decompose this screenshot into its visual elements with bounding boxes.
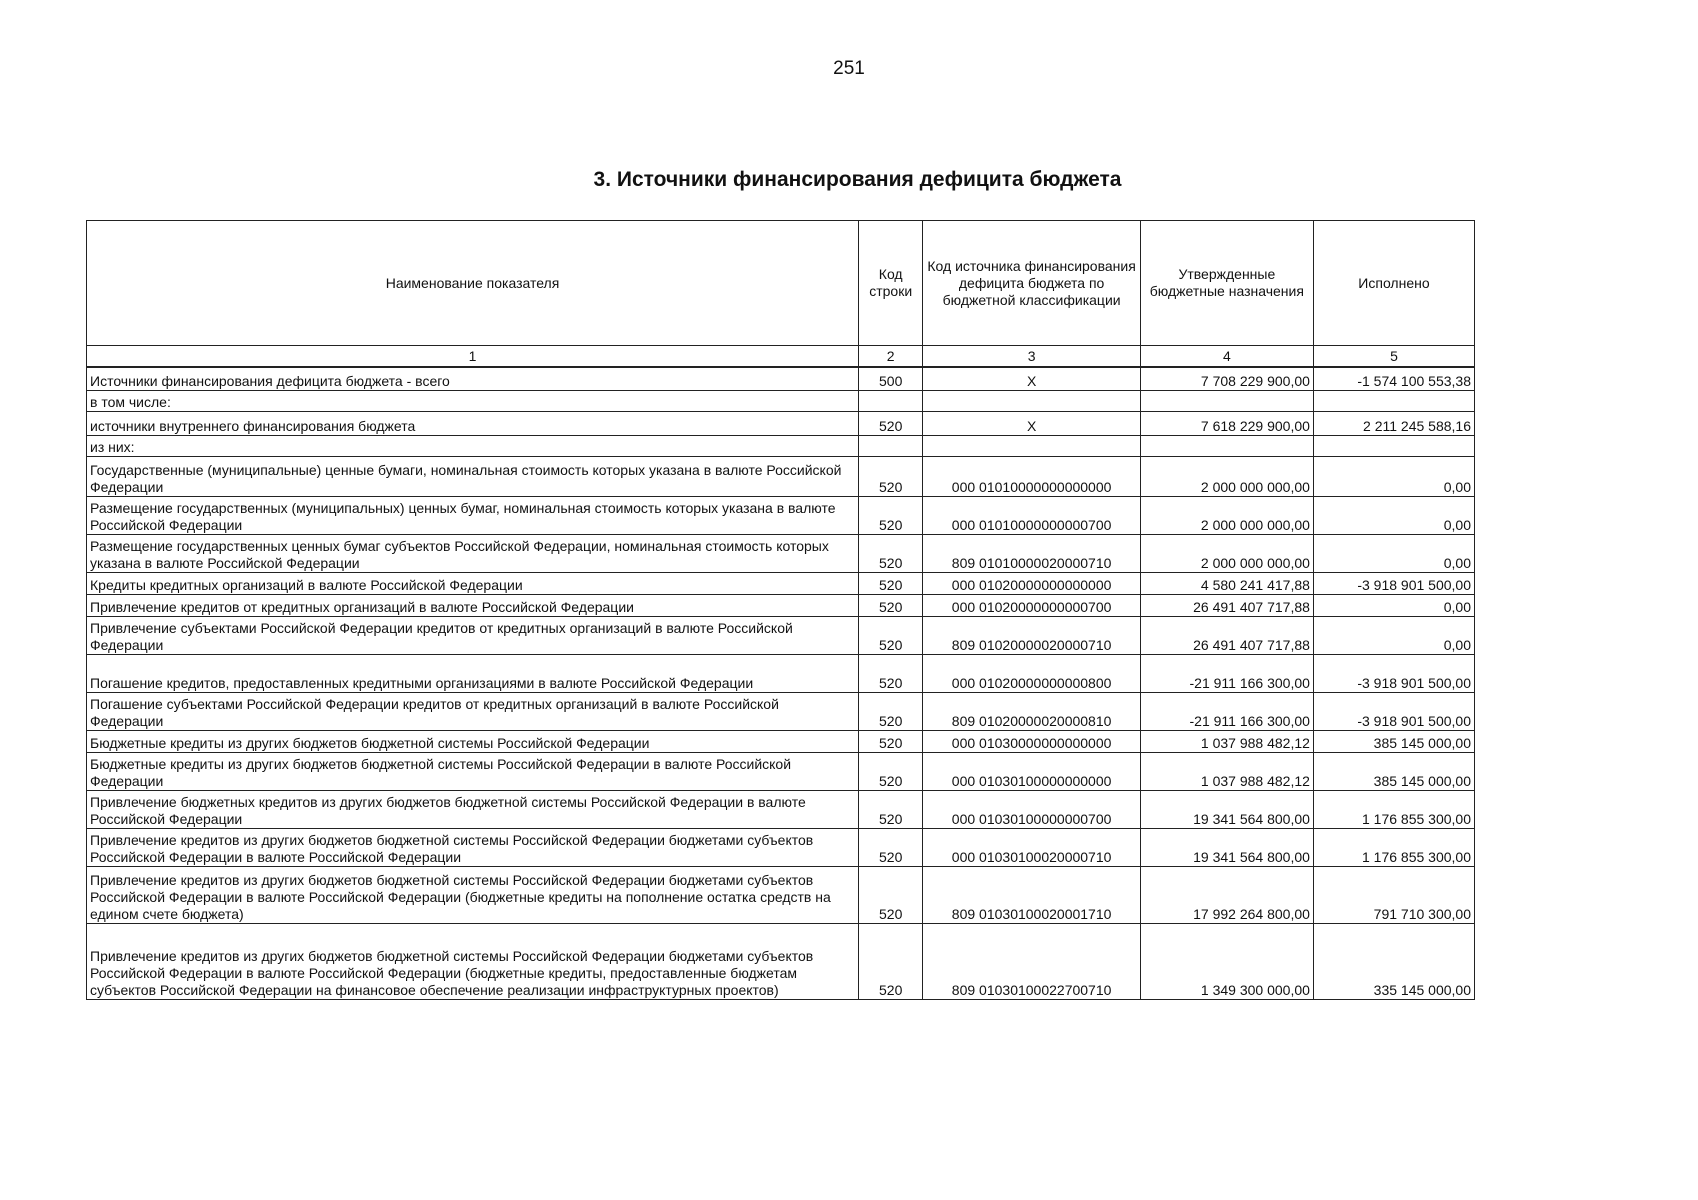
- row-approved: 19 341 564 800,00: [1140, 828, 1313, 866]
- table-row: [87, 654, 1475, 692]
- row-executed: 335 145 000,00: [1313, 923, 1474, 999]
- header-executed: Исполнено: [1313, 221, 1474, 346]
- row-approved: 7 708 229 900,00: [1140, 367, 1313, 390]
- row-line-code: 520: [859, 594, 923, 616]
- row-source-code: 000 01030100000000000: [923, 752, 1140, 790]
- row-source-code: 000 01030100020000710: [923, 828, 1140, 866]
- row-line-code: 520: [859, 572, 923, 594]
- row-source-code: [923, 435, 1140, 456]
- row-executed: -3 918 901 500,00: [1313, 654, 1474, 692]
- row-source-code: 000 01020000000000700: [923, 594, 1140, 616]
- row-line-code: 520: [859, 730, 923, 752]
- row-executed: 2 211 245 588,16: [1313, 411, 1474, 435]
- row-executed: 0,00: [1313, 616, 1474, 654]
- row-source-code: 809 01020000020000710: [923, 616, 1140, 654]
- row-executed: 0,00: [1313, 496, 1474, 534]
- row-executed: 0,00: [1313, 534, 1474, 572]
- row-executed: 1 176 855 300,00: [1313, 790, 1474, 828]
- table-row: [87, 367, 1475, 390]
- row-executed: 1 176 855 300,00: [1313, 828, 1474, 866]
- table-row: [87, 866, 1475, 923]
- row-line-code: 520: [859, 692, 923, 730]
- row-approved: 19 341 564 800,00: [1140, 790, 1313, 828]
- row-approved: 1 037 988 482,12: [1140, 752, 1313, 790]
- row-line-code: 520: [859, 534, 923, 572]
- table-row: [87, 411, 1475, 435]
- row-source-code: 000 01030000000000000: [923, 730, 1140, 752]
- header-source-code: Код источника финансирования дефицита бюджета по бюджетной классификации: [923, 221, 1140, 346]
- table-row: [87, 594, 1475, 616]
- table-row: [87, 692, 1475, 730]
- row-source-code: 809 01030100020001710: [923, 866, 1140, 923]
- row-name: Привлечение кредитов от кредитных организаций в валюте Российской Федерации: [87, 594, 859, 616]
- table-header-row: [87, 221, 1475, 346]
- row-approved: -21 911 166 300,00: [1140, 692, 1313, 730]
- table-row: [87, 435, 1475, 456]
- row-line-code: 520: [859, 496, 923, 534]
- table-row: [87, 456, 1475, 496]
- column-number: 5: [1313, 346, 1474, 368]
- row-source-code: [923, 390, 1140, 411]
- row-line-code: 520: [859, 654, 923, 692]
- table-row: [87, 730, 1475, 752]
- table-row: [87, 828, 1475, 866]
- row-approved: 7 618 229 900,00: [1140, 411, 1313, 435]
- row-approved: -21 911 166 300,00: [1140, 654, 1313, 692]
- row-name: источники внутреннего финансирования бюджета: [87, 411, 859, 435]
- row-source-code: X: [923, 367, 1140, 390]
- row-name: в том числе:: [87, 390, 859, 411]
- row-approved: 2 000 000 000,00: [1140, 456, 1313, 496]
- row-line-code: [859, 390, 923, 411]
- table-row: [87, 534, 1475, 572]
- table-row: [87, 572, 1475, 594]
- page-number: 251: [833, 58, 865, 79]
- row-line-code: 520: [859, 456, 923, 496]
- row-name: Привлечение кредитов из других бюджетов бюджетной системы Российской Федерации бюджетами субъектов Российской Федерации в валюте Российской Федерации (бюджетные кредиты, предоставленные бюджетам субъектов Российской Федерации на финансовое обеспечение реализации инфраструктурных проектов): [87, 923, 859, 999]
- table-row: [87, 752, 1475, 790]
- row-source-code: 000 01030100000000700: [923, 790, 1140, 828]
- row-executed: -1 574 100 553,38: [1313, 367, 1474, 390]
- row-name: Размещение государственных (муниципальных) ценных бумаг, номинальная стоимость которых указана в валюте Российской Федерации: [87, 496, 859, 534]
- row-approved: 26 491 407 717,88: [1140, 594, 1313, 616]
- table-row: [87, 390, 1475, 411]
- row-approved: [1140, 390, 1313, 411]
- row-name: Погашение субъектами Российской Федерации кредитов от кредитных организаций в валюте Российской Федерации: [87, 692, 859, 730]
- row-name: Источники финансирования дефицита бюджета - всего: [87, 367, 859, 390]
- column-number-row: [87, 346, 1475, 368]
- row-name: Бюджетные кредиты из других бюджетов бюджетной системы Российской Федерации в валюте Российской Федерации: [87, 752, 859, 790]
- row-line-code: 520: [859, 616, 923, 654]
- row-approved: 26 491 407 717,88: [1140, 616, 1313, 654]
- row-approved: 2 000 000 000,00: [1140, 534, 1313, 572]
- row-source-code: 000 01020000000000000: [923, 572, 1140, 594]
- row-line-code: 520: [859, 411, 923, 435]
- row-name: Государственные (муниципальные) ценные бумаги, номинальная стоимость которых указана в валюте Российской Федерации: [87, 456, 859, 496]
- row-executed: 385 145 000,00: [1313, 752, 1474, 790]
- row-executed: 0,00: [1313, 456, 1474, 496]
- header-line-code: Код строки: [859, 221, 923, 346]
- row-executed: 0,00: [1313, 594, 1474, 616]
- row-executed: -3 918 901 500,00: [1313, 572, 1474, 594]
- page-title: 3. Источники финансирования дефицита бюджета: [593, 168, 1122, 191]
- row-name: Привлечение субъектами Российской Федерации кредитов от кредитных организаций в валюте Российской Федерации: [87, 616, 859, 654]
- header-approved: Утвержденные бюджетные назначения: [1140, 221, 1313, 346]
- row-line-code: 520: [859, 866, 923, 923]
- row-source-code: 000 01020000000000800: [923, 654, 1140, 692]
- row-source-code: 809 01030100022700710: [923, 923, 1140, 999]
- row-source-code: 809 01020000020000810: [923, 692, 1140, 730]
- row-approved: 1 349 300 000,00: [1140, 923, 1313, 999]
- budget-deficit-sources-table: [86, 220, 1475, 1000]
- row-line-code: 520: [859, 828, 923, 866]
- row-name: Погашение кредитов, предоставленных кредитными организациями в валюте Российской Федерации: [87, 654, 859, 692]
- table-row: [87, 496, 1475, 534]
- table-row: [87, 790, 1475, 828]
- row-name: Привлечение бюджетных кредитов из других бюджетов бюджетной системы Российской Федерации в валюте Российской Федерации: [87, 790, 859, 828]
- row-name: Привлечение кредитов из других бюджетов бюджетной системы Российской Федерации бюджетами субъектов Российской Федерации в валюте Российской Федерации (бюджетные кредиты на пополнение остатка средств на едином счете бюджета): [87, 866, 859, 923]
- row-name: Привлечение кредитов из других бюджетов бюджетной системы Российской Федерации бюджетами субъектов Российской Федерации в валюте Российской Федерации: [87, 828, 859, 866]
- row-executed: 385 145 000,00: [1313, 730, 1474, 752]
- row-executed: [1313, 390, 1474, 411]
- row-line-code: 520: [859, 752, 923, 790]
- row-executed: 791 710 300,00: [1313, 866, 1474, 923]
- column-number: 2: [859, 346, 923, 368]
- row-approved: 17 992 264 800,00: [1140, 866, 1313, 923]
- header-name: Наименование показателя: [87, 221, 859, 346]
- column-number: 1: [87, 346, 859, 368]
- row-source-code: X: [923, 411, 1140, 435]
- row-line-code: 520: [859, 790, 923, 828]
- row-name: Бюджетные кредиты из других бюджетов бюджетной системы Российской Федерации: [87, 730, 859, 752]
- row-line-code: 500: [859, 367, 923, 390]
- row-source-code: 809 01010000020000710: [923, 534, 1140, 572]
- row-name: Кредиты кредитных организаций в валюте Российской Федерации: [87, 572, 859, 594]
- row-name: Размещение государственных ценных бумаг субъектов Российской Федерации, номинальная стоимость которых указана в валюте Российской Федерации: [87, 534, 859, 572]
- row-approved: 1 037 988 482,12: [1140, 730, 1313, 752]
- row-source-code: 000 01010000000000000: [923, 456, 1140, 496]
- column-number: 3: [923, 346, 1140, 368]
- row-approved: 4 580 241 417,88: [1140, 572, 1313, 594]
- row-approved: 2 000 000 000,00: [1140, 496, 1313, 534]
- row-line-code: [859, 435, 923, 456]
- column-number: 4: [1140, 346, 1313, 368]
- row-executed: -3 918 901 500,00: [1313, 692, 1474, 730]
- table-row: [87, 923, 1475, 999]
- row-approved: [1140, 435, 1313, 456]
- row-executed: [1313, 435, 1474, 456]
- table-row: [87, 616, 1475, 654]
- row-line-code: 520: [859, 923, 923, 999]
- row-source-code: 000 01010000000000700: [923, 496, 1140, 534]
- row-name: из них:: [87, 435, 859, 456]
